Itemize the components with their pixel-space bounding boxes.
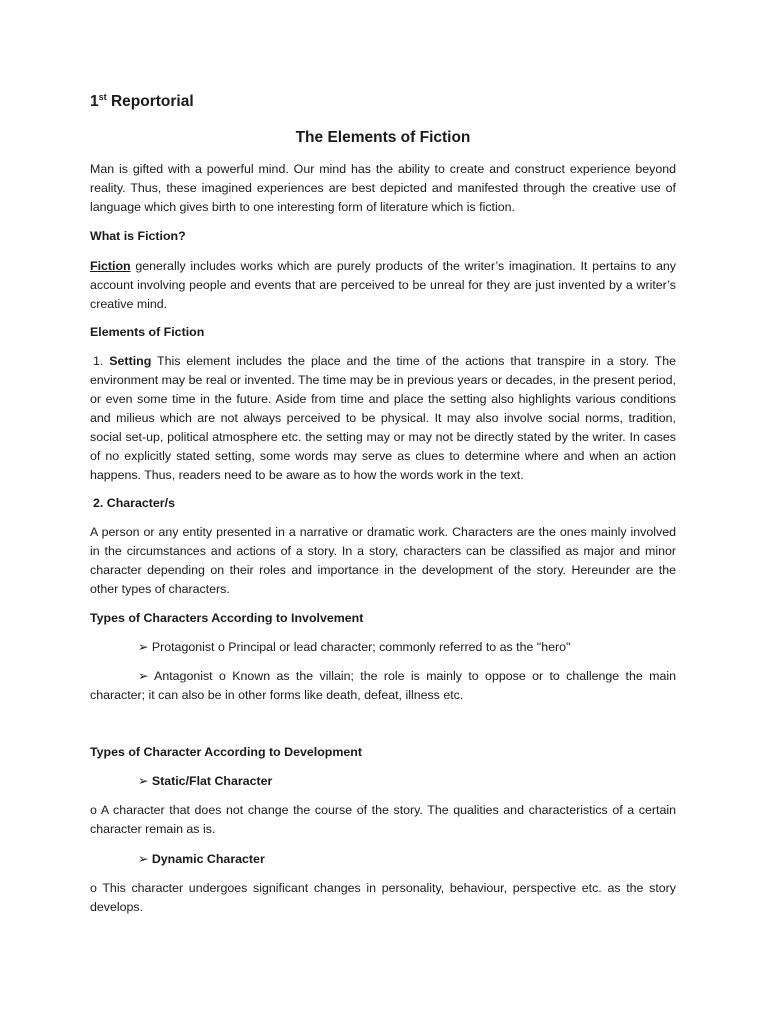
what-is-fiction-heading: What is Fiction? xyxy=(90,229,186,243)
antagonist-item: ➢ Antagonist o Known as the villain; the role is mainly to oppose or to challenge the main character; it can also be in other forms like death, defeat, illness etc. xyxy=(90,669,676,702)
protagonist-item: ➢ Protagonist o Principal or lead character; commonly referred to as the "hero" xyxy=(138,640,571,654)
character-heading: 2. Character/s xyxy=(93,496,175,510)
reportorial-heading xyxy=(90,93,194,111)
setting-term: Setting xyxy=(109,354,152,368)
heading-ordinal-suffix: st xyxy=(98,91,107,102)
dynamic-character-item xyxy=(138,851,265,866)
static-character-item xyxy=(138,773,272,788)
static-character-description: o A character that does not change the course of the story. The qualities and characteristics of a certain character remain as is. xyxy=(90,803,676,836)
development-heading: Types of Character According to Development xyxy=(90,745,362,759)
setting-number: 1. xyxy=(93,354,110,368)
fiction-definition-paragraph xyxy=(90,257,676,314)
dynamic-character-label: Dynamic Character xyxy=(151,852,265,866)
dynamic-arrow: ➢ xyxy=(138,852,152,866)
setting-text: This element includes the place and the time of the actions that transpire in a story. The environment may be real or invented. The time may be in previous years or decades, in the present period, or even some time in the future. Aside from time and place the setting also highlights various conditions and milieus which are not always perceived to be physical. It may also involve social norms, tradition, social set-up, political atmosphere etc. the setting may or may not be directly stated by the writer. In cases of no explicitly stated setting, some words may serve as clues to determine where and when an action happens. Thus, readers need to be aware as to how the words work in the text. xyxy=(90,354,676,482)
heading-number: 1 xyxy=(90,93,99,110)
setting-paragraph xyxy=(90,352,676,485)
fiction-term: Fiction xyxy=(90,259,131,273)
document-title: The Elements of Fiction xyxy=(295,129,471,146)
dynamic-character-description: o This character undergoes significant changes in personality, behaviour, perspective etc. as the story develops. xyxy=(90,881,676,914)
static-character-label: Static/Flat Character xyxy=(151,774,273,788)
static-arrow: ➢ xyxy=(138,774,152,788)
elements-of-fiction-heading: Elements of Fiction xyxy=(90,325,205,339)
character-paragraph: A person or any entity presented in a narrative or dramatic work. Characters are the ones mainly involved in the circumstances and actions of a story. In a story, characters can be classified as major and minor character depending on their roles and importance in the development of the story. Hereunder are the other types of characters. xyxy=(90,525,676,596)
fiction-definition-text: generally includes works which are purely products of the writer’s imagination. It pertains to any account involving people and events that are perceived to be unreal for they are just invented by a writer’s creative mind. xyxy=(90,259,676,311)
intro-paragraph: Man is gifted with a powerful mind. Our mind has the ability to create and construct experience beyond reality. Thus, these imagined experiences are best depicted and manifested through the creative use of language which gives birth to one interesting form of literature which is fiction. xyxy=(90,162,676,214)
heading-text: Reportorial xyxy=(106,93,194,110)
involvement-heading: Types of Characters According to Involvement xyxy=(90,611,364,625)
